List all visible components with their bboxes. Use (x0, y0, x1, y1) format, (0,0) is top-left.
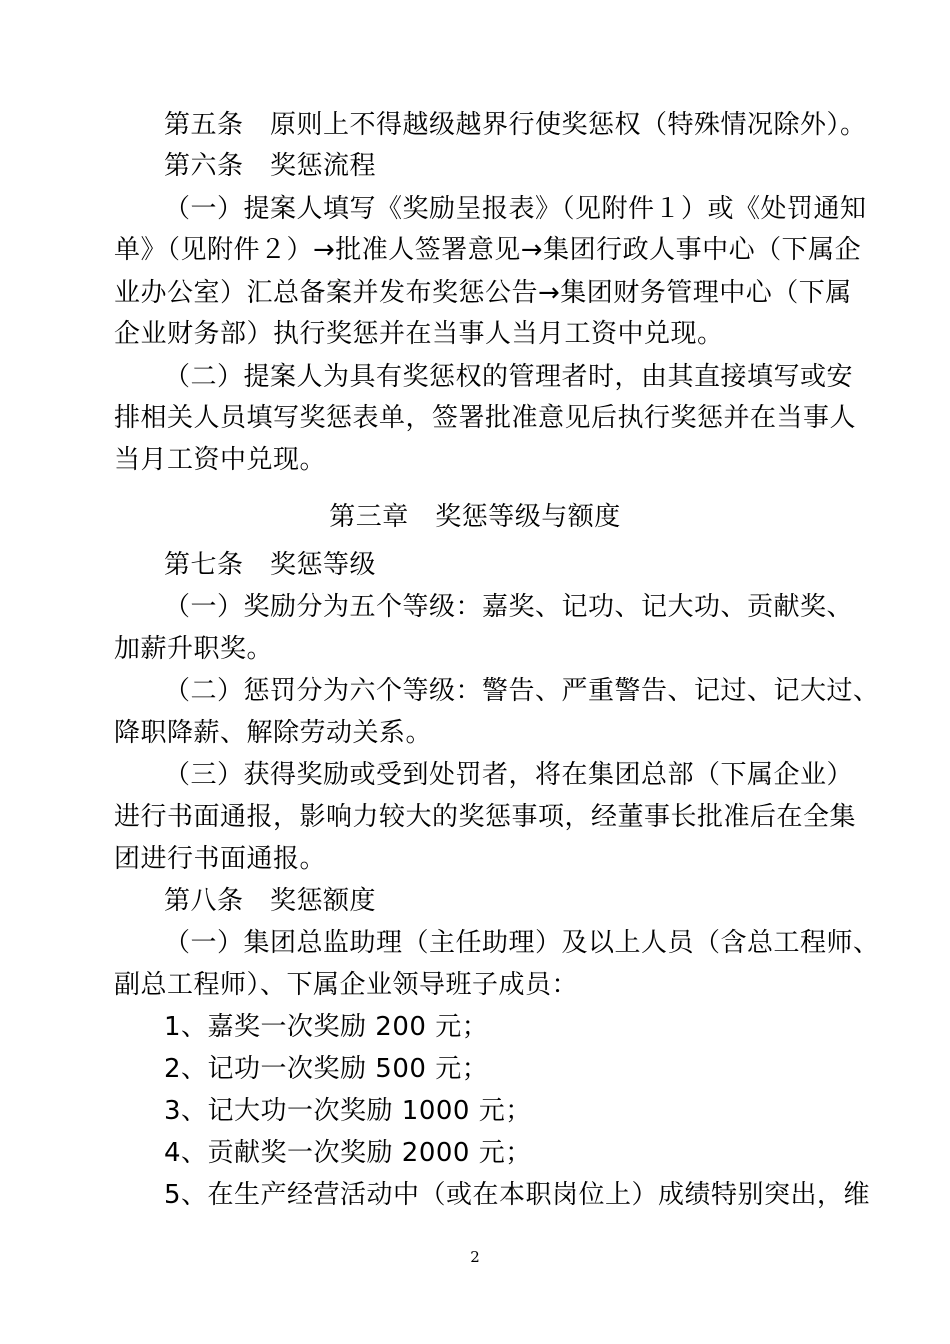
list-item: 3、记大功一次奖励 1000 元； (164, 1096, 532, 1126)
paragraph-line: （一）奖励分为五个等级：嘉奖、记功、记大功、贡献奖、 (164, 592, 854, 622)
paragraph-line: 副总工程师）、下属企业领导班子成员： (114, 970, 579, 1000)
paragraph-line: 当月工资中兑现。 (114, 445, 327, 475)
list-item: 1、嘉奖一次奖励 200 元； (164, 1012, 489, 1042)
paragraph-line: 降职降薪、解除劳动关系。 (114, 718, 433, 748)
paragraph-line: （三）获得奖励或受到处罚者，将在集团总部（下属企业） (164, 760, 854, 790)
chapter-3-heading: 第三章 奖惩等级与额度 (329, 502, 621, 532)
page-number: 2 (470, 1248, 480, 1266)
paragraph-line: （二）提案人为具有奖惩权的管理者时，由其直接填写或安 (164, 362, 854, 392)
article-8-heading: 第八条 奖惩额度 (164, 886, 377, 916)
paragraph-line: （二）惩罚分为六个等级：警告、严重警告、记过、记大过、 (164, 676, 880, 706)
paragraph-line: （一）集团总监助理（主任助理）及以上人员（含总工程师、 (164, 928, 880, 958)
article-6-heading: 第六条 奖惩流程 (164, 151, 377, 181)
list-item: 4、贡献奖一次奖励 2000 元； (164, 1138, 532, 1168)
article-5: 第五条 原则上不得越级越界行使奖惩权（特殊情况除外）。 (164, 110, 867, 140)
paragraph-line: 单》（见附件２）→批准人签署意见→集团行政人事中心（下属企 (114, 235, 862, 265)
paragraph-line: 进行书面通报，影响力较大的奖惩事项，经董事长批准后在全集 (114, 802, 857, 832)
list-item: 5、在生产经营活动中（或在本职岗位上）成绩特别突出，维 (164, 1180, 871, 1210)
article-7-heading: 第七条 奖惩等级 (164, 550, 377, 580)
paragraph-line: 排相关人员填写奖惩表单，签署批准意见后执行奖惩并在当事人 (114, 403, 857, 433)
list-item: 2、记功一次奖励 500 元； (164, 1054, 489, 1084)
paragraph-line: （一）提案人填写《奖励呈报表》（见附件１）或《处罚通知 (164, 194, 867, 224)
paragraph-line: 加薪升职奖。 (114, 634, 274, 664)
paragraph-line: 团进行书面通报。 (114, 844, 327, 874)
paragraph-line: 企业财务部）执行奖惩并在当事人当月工资中兑现。 (114, 319, 724, 349)
paragraph-line: 业办公室）汇总备案并发布奖惩公告→集团财务管理中心（下属 (114, 278, 852, 308)
